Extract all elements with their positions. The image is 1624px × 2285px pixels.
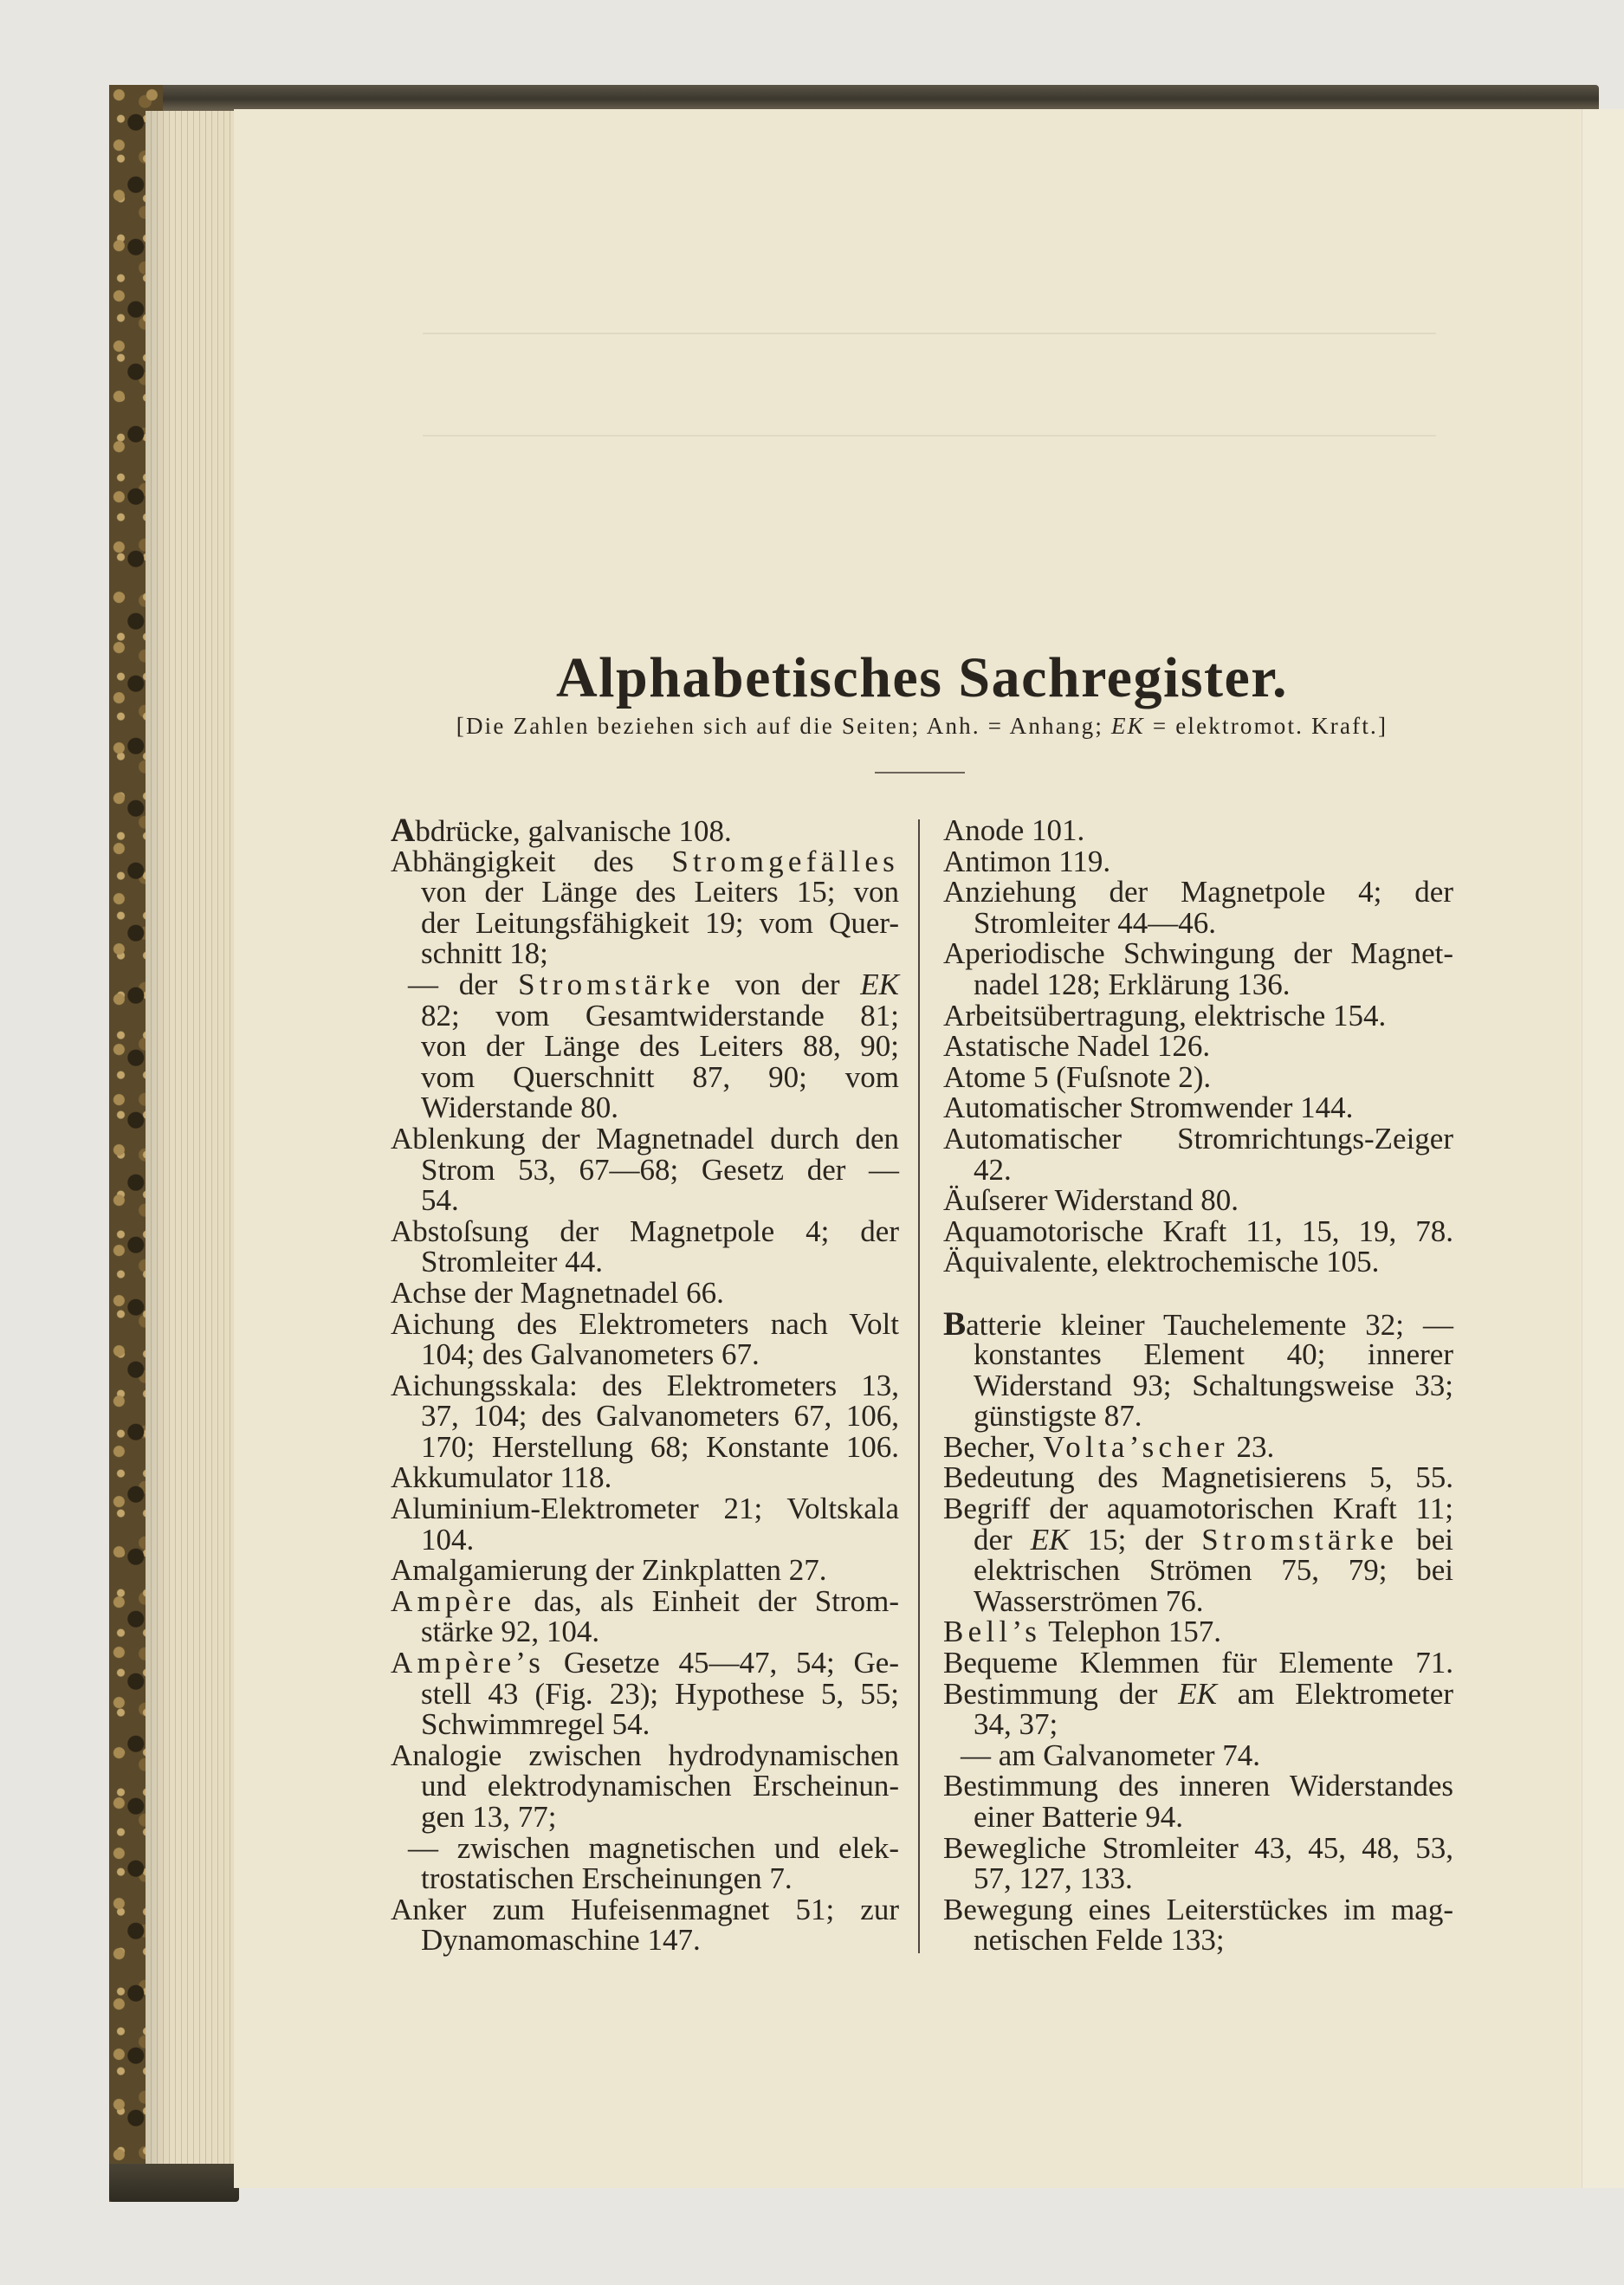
index-text: 15; der <box>1069 1522 1202 1557</box>
index-line: 104; des Galvanometers 67. <box>421 1337 760 1372</box>
index-line: von der Länge des Leiters 15; von <box>421 875 899 909</box>
spaced-text: Stromstärke <box>1201 1522 1399 1557</box>
index-line: Widerstand 93; Schaltungsweise 33; <box>974 1368 1453 1402</box>
page-title: Alphabetisches Sachregister. <box>555 646 1289 709</box>
index-line: Analogie zwischen hydrodynamischen <box>391 1738 899 1772</box>
subtitle-text: [Die Zahlen beziehen sich auf die Seiten; Anh. = Anhang; <box>456 713 1111 739</box>
spaced-text: Stromstärke <box>518 967 715 1001</box>
bleed-through-rule <box>423 435 1436 437</box>
index-text: Abhängigkeit des <box>391 844 672 878</box>
index-line: einer Batterie 94. <box>974 1800 1183 1834</box>
index-line: Atome 5 (Fuſsnote 2). <box>943 1059 1212 1094</box>
spaced-text: Stromgefälles <box>671 844 899 878</box>
spaced-text: Ampère <box>391 1583 516 1618</box>
index-line <box>391 1647 899 1679</box>
index-column-left <box>391 812 899 1958</box>
page-subtitle <box>391 710 1453 741</box>
index-text: von der <box>714 967 861 1001</box>
index-line <box>943 1429 1453 1464</box>
index-line <box>943 1676 1453 1711</box>
bold-initial: A <box>391 812 416 849</box>
page-right-margin <box>1582 109 1624 2188</box>
index-line: Widerstande 80. <box>421 1091 618 1125</box>
index-line: und elektrodynamischen Erscheinun- <box>421 1769 899 1803</box>
index-line: Ablenkung der Magnetnadel durch den <box>391 1121 899 1155</box>
index-text: am Elektrometer <box>1216 1676 1453 1711</box>
index-line: 34, 37; <box>974 1707 1058 1742</box>
index-line: Automatischer Stromrichtungs-Zeiger <box>943 1121 1453 1155</box>
index-line: stärke 92, 104. <box>421 1615 600 1649</box>
index-text: das, als Einheit der Strom- <box>515 1583 899 1618</box>
index-line <box>943 1616 1453 1647</box>
index-line: konstantes Element 40; innerer <box>974 1337 1453 1372</box>
index-line: Aluminium-Elektrometer 21; Voltskala <box>391 1492 899 1526</box>
index-line: Anker zum Hufeisenmagnet 51; zur <box>391 1892 899 1926</box>
index-line: 82; vom Gesamtwiderstande 81; <box>421 998 899 1032</box>
book-cover-bottom-edge <box>109 2164 239 2202</box>
index-line: Abstoſsung der Magnetpole 4; der <box>391 1214 899 1248</box>
index-text: der <box>974 1522 1031 1557</box>
index-line: netischen Felde 133; <box>974 1923 1225 1958</box>
index-column-right <box>943 815 1453 1956</box>
index-line: Aichungsskala: des Elektrometers 13, <box>391 1368 899 1402</box>
spaced-text: Volta’scher <box>1043 1429 1229 1464</box>
index-text: Becher, <box>943 1429 1044 1464</box>
index-line <box>391 1583 899 1618</box>
index-line: 170; Herstellung 68; Konstante 106. <box>421 1429 899 1464</box>
index-line: Begriff der aquamotorischen Kraft 11; <box>943 1492 1453 1526</box>
index-line <box>943 1304 1453 1343</box>
index-line: Amalgamierung der Zinkplatten 27. <box>391 1553 827 1588</box>
column-divider <box>918 819 920 1953</box>
index-line: der Leitungsfähigkeit 19; vom Quer- <box>421 905 899 940</box>
index-text: Gesetze 45—47, 54; Ge- <box>545 1646 899 1680</box>
bleed-through-rule <box>423 333 1436 334</box>
index-line: — am Galvanometer 74. <box>961 1738 1261 1772</box>
index-text: bei <box>1398 1522 1453 1557</box>
index-line: Antimon 119. <box>943 844 1111 878</box>
index-line: von der Länge des Leiters 88, 90; <box>421 1029 899 1064</box>
index-text: bdrücke, galvanische 108. <box>415 814 732 848</box>
italic-abbreviation: EK <box>1178 1676 1217 1711</box>
index-line: trostatischen Erscheinungen 7. <box>421 1861 793 1896</box>
index-line: 54. <box>421 1183 459 1218</box>
index-text: Telephon 157. <box>1041 1615 1222 1649</box>
index-line: Äquivalente, elektrochemische 105. <box>943 1245 1380 1279</box>
index-line: Automatischer Stromwender 144. <box>943 1091 1354 1125</box>
italic-abbreviation: EK <box>1110 713 1145 739</box>
index-line: nadel 128; Erklärung 136. <box>974 967 1291 1001</box>
index-line: 42. <box>974 1152 1012 1187</box>
index-line: 57, 127, 133. <box>974 1861 1133 1896</box>
index-line: Äuſserer Widerstand 80. <box>943 1183 1239 1218</box>
index-line: Aperiodische Schwingung der Magnet- <box>943 936 1453 971</box>
index-line: Akkumulator 118. <box>391 1460 612 1495</box>
index-text: — der <box>408 967 519 1001</box>
subtitle-text: = elektromot. Kraft.] <box>1144 713 1388 739</box>
heading-divider <box>875 772 965 774</box>
index-text: Bestimmung der <box>943 1676 1179 1711</box>
italic-abbreviation: EK <box>860 967 899 1001</box>
italic-abbreviation: EK <box>1030 1522 1070 1557</box>
index-line: Stromleiter 44. <box>421 1245 603 1279</box>
book-cover-top-edge <box>109 85 1599 111</box>
index-line: Schwimmregel 54. <box>421 1707 650 1742</box>
index-line: — zwischen magnetischen und elek- <box>408 1830 899 1865</box>
index-line <box>943 1524 1453 1556</box>
index-line: Strom 53, 67—68; Gesetz der — <box>421 1152 899 1187</box>
index-line: günstigste 87. <box>974 1399 1142 1434</box>
index-line: 104. <box>421 1522 475 1557</box>
index-line: Bestimmung des inneren Widerstandes <box>943 1769 1453 1803</box>
index-line: Bequeme Klemmen für Elemente 71. <box>943 1646 1453 1680</box>
index-line: schnitt 18; <box>421 936 548 971</box>
index-text: 23. <box>1228 1429 1275 1464</box>
index-line: Bewegung eines Leiterstückes im mag- <box>943 1892 1453 1926</box>
section-spacer <box>943 1278 1453 1309</box>
index-line: Arbeitsübertragung, elektrische 154. <box>943 998 1387 1032</box>
index-line: gen 13, 77; <box>421 1800 557 1834</box>
bold-initial: B <box>943 1304 967 1343</box>
spaced-text: Ampère’s <box>391 1646 546 1680</box>
index-text: atterie kleiner Tauchelemente 32; — <box>966 1307 1453 1342</box>
index-line: Aquamotorische Kraft 11, 15, 19, 78. <box>943 1214 1453 1248</box>
index-line: Achse der Magnetnadel 66. <box>391 1275 724 1310</box>
index-line: Bedeutung des Magnetisierens 5, 55. <box>943 1460 1453 1495</box>
index-line: stell 43 (Fig. 23); Hypothese 5, 55; <box>421 1676 899 1711</box>
index-line: elektrischen Strömen 75, 79; bei <box>974 1553 1453 1588</box>
index-line: Bewegliche Stromleiter 43, 45, 48, 53, <box>943 1830 1453 1865</box>
index-line: Dynamomaschine 147. <box>421 1923 701 1958</box>
index-line <box>391 846 899 877</box>
index-line: Anode 101. <box>943 813 1085 847</box>
index-line: 37, 104; des Galvanometers 67, 106, <box>421 1399 899 1434</box>
index-line <box>391 812 899 849</box>
index-line: Stromleiter 44—46. <box>974 905 1216 940</box>
index-line: Anziehung der Magnetpole 4; der <box>943 875 1453 909</box>
index-line: Wasserströmen 76. <box>974 1583 1204 1618</box>
page-stack-edges <box>146 111 236 2179</box>
index-line: vom Querschnitt 87, 90; vom <box>421 1059 899 1094</box>
index-line <box>391 969 899 1000</box>
index-line: Astatische Nadel 126. <box>943 1029 1211 1064</box>
index-line: Aichung des Elektrometers nach Volt <box>391 1306 899 1341</box>
spaced-text: Bell’s <box>943 1615 1042 1649</box>
